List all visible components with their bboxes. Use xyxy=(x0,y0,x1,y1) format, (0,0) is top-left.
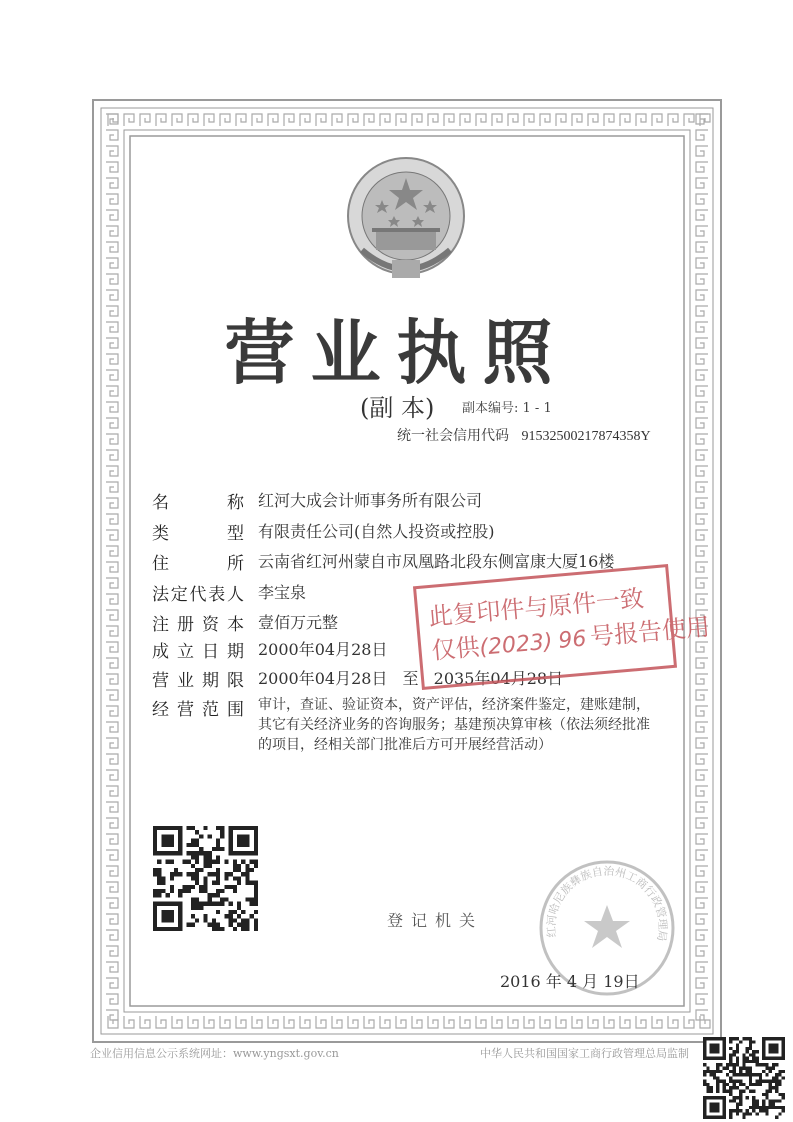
stamp-number: 96 xyxy=(557,626,588,654)
field-label-scope: 经 营 范 围 xyxy=(152,700,244,720)
term-end: 2035年04月28日 xyxy=(433,669,564,688)
credit-code-label: 统一社会信用代码 xyxy=(397,428,509,444)
registration-date: 2016 年 4 月 19日 xyxy=(500,972,640,991)
field-value-type: 有限责任公司(自然人投资或控股) xyxy=(258,522,495,541)
registration-authority-label: 登记机关 xyxy=(387,911,484,930)
field-value-legal-rep: 李宝泉 xyxy=(258,583,307,602)
field-label-capital: 注 册 资 本 xyxy=(152,615,244,635)
copy-number xyxy=(462,397,552,416)
credit-code-value: 91532500217874358Y xyxy=(521,429,651,444)
term-separator: 至 xyxy=(402,669,419,688)
field-label-type: 类 型 xyxy=(152,524,244,544)
field-label-term: 营 业 期 限 xyxy=(152,671,244,691)
copy-number-label: 副本编号: xyxy=(462,401,519,416)
term-start: 2000年04月28日 xyxy=(258,669,388,688)
field-label-name: 名 称 xyxy=(152,493,244,513)
field-label-legal-rep: 法 定 代 表 人 xyxy=(152,585,244,605)
field-value-name: 红河大成会计师事务所有限公司 xyxy=(258,491,483,510)
field-label-address: 住 所 xyxy=(152,554,244,574)
footer-right: 中华人民共和国国家工商行政管理总局监制 xyxy=(480,1047,689,1060)
stamp-prefix: 仅供 xyxy=(430,632,481,665)
stamp-year: (2023) xyxy=(478,629,554,661)
national-emblem-icon xyxy=(342,150,470,290)
field-value-capital: 壹佰万元整 xyxy=(258,613,339,632)
certification-stamp xyxy=(413,564,711,690)
field-label-established: 成 立 日 期 xyxy=(152,642,244,662)
credit-code xyxy=(397,425,651,445)
footer-left: 企业信用信息公示系统网址：www.yngsxt.gov.cn xyxy=(90,1047,339,1060)
document-subtitle: (副 本) xyxy=(360,394,435,422)
qr-code-icon xyxy=(153,826,258,931)
copy-number-value: 1 - 1 xyxy=(522,401,552,416)
field-value-scope: 审计，查证、验证资本，资产评估，经济案件鉴定，建账建制，其它有关经济业务的咨询服务；基建预决算审核（依法须经批准的项目，经相关部门批准后方可开展经营活动） xyxy=(258,697,650,753)
stamp-suffix: 号报告使用 xyxy=(588,612,711,652)
document-title: 营业执照 xyxy=(224,312,569,394)
svg-text:红河哈尼族彝族自治州工商行政管理局: 红河哈尼族彝族自治州工商行政管理局 xyxy=(544,864,670,943)
field-value-address: 云南省红河州蒙自市凤凰路北段东侧富康大厦16楼 xyxy=(258,552,615,571)
field-value-established: 2000年04月28日 xyxy=(258,640,388,659)
qr-code-small-icon xyxy=(703,1037,785,1119)
stamp-line-1: 此复印件与原件一致 xyxy=(427,584,646,632)
